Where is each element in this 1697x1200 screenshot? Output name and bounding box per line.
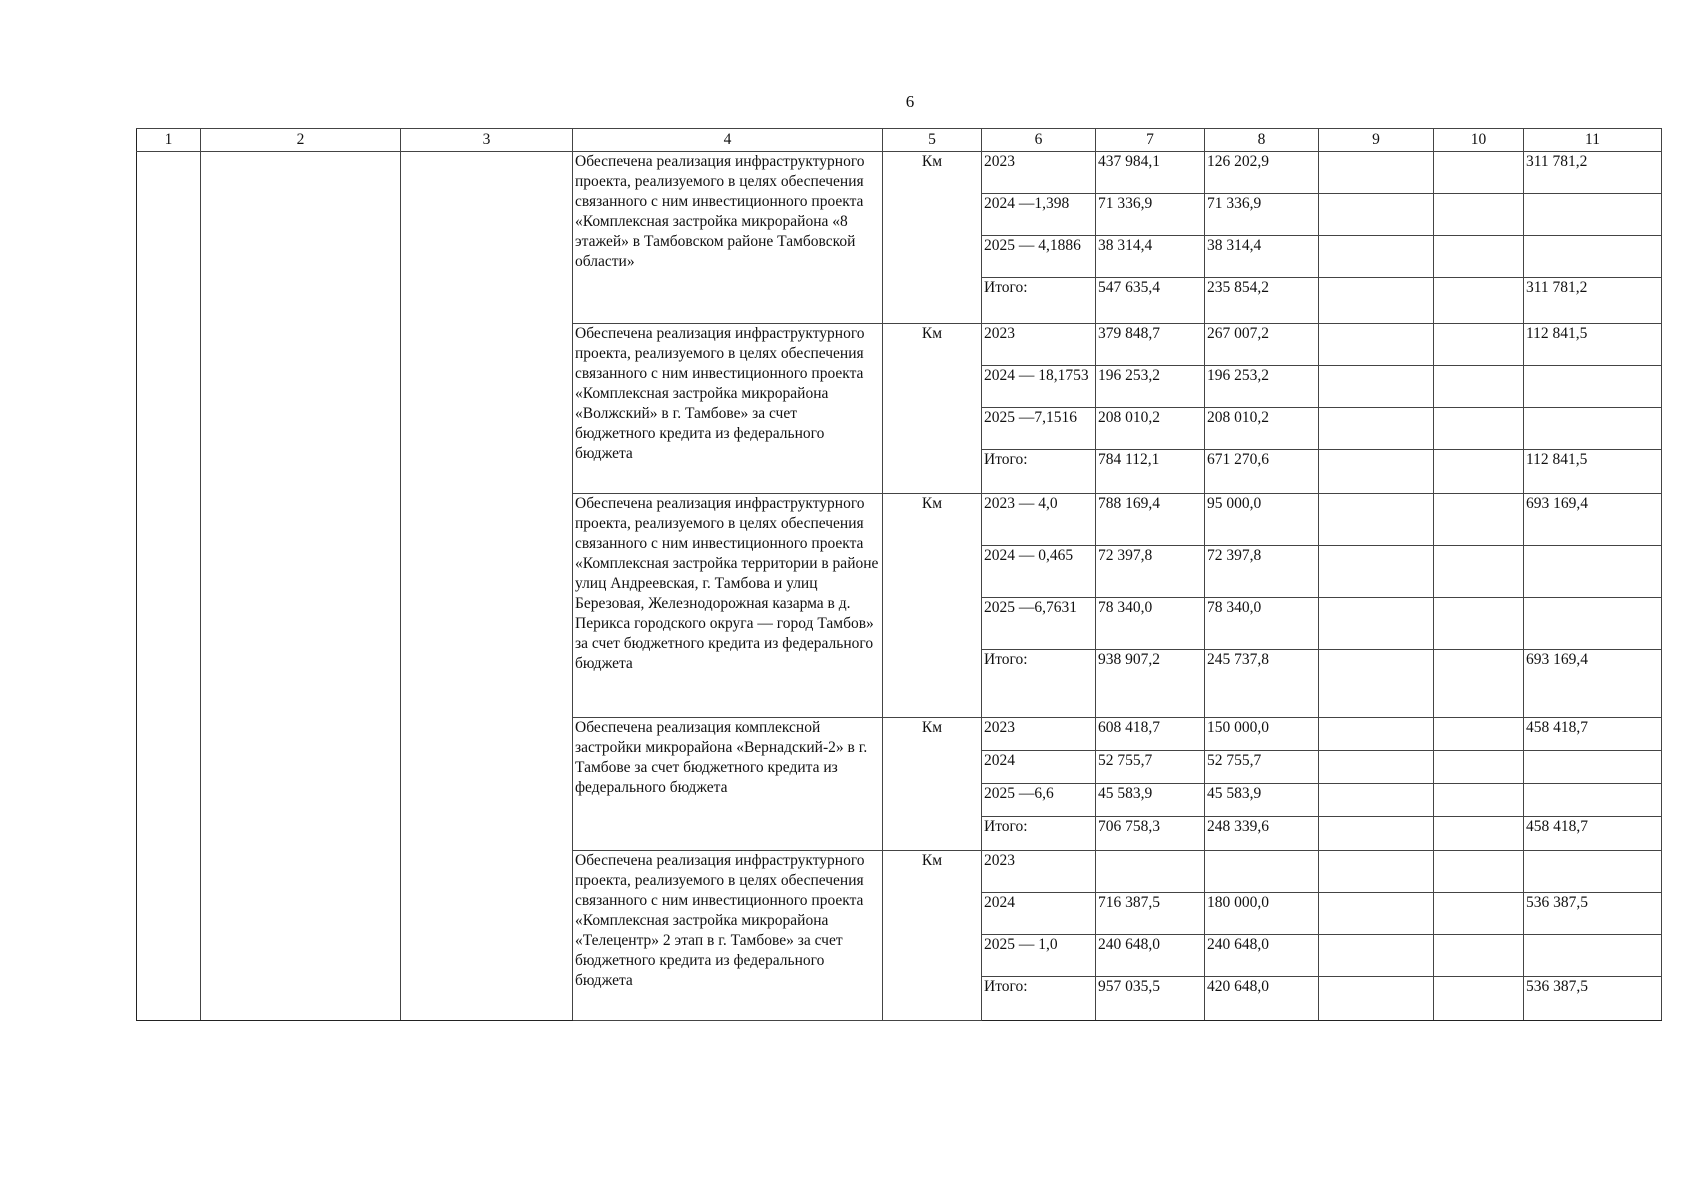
unit-cell: Км — [883, 851, 982, 1021]
cell-c11: 311 781,2 — [1524, 152, 1662, 194]
cell-c6: Итого: — [982, 450, 1096, 494]
cell-c11 — [1524, 546, 1662, 598]
cell-c7: 788 169,4 — [1096, 494, 1205, 546]
cell-c10 — [1434, 784, 1524, 817]
table-body — [137, 152, 1662, 1021]
cell-c7: 784 112,1 — [1096, 450, 1205, 494]
cell-c8: 95 000,0 — [1205, 494, 1319, 546]
cell-c7: 379 848,7 — [1096, 324, 1205, 366]
cell-c10 — [1434, 751, 1524, 784]
column-header-7: 7 — [1096, 129, 1205, 152]
cell-c7: 78 340,0 — [1096, 598, 1205, 650]
cell-c11 — [1524, 851, 1662, 893]
cell-c10 — [1434, 408, 1524, 450]
cell-c11 — [1524, 408, 1662, 450]
cell-c8: 71 336,9 — [1205, 194, 1319, 236]
cell-c7: 196 253,2 — [1096, 366, 1205, 408]
cell-c9 — [1319, 784, 1434, 817]
cell-c11: 458 418,7 — [1524, 817, 1662, 851]
cell-c9 — [1319, 893, 1434, 935]
cell-c11: 112 841,5 — [1524, 450, 1662, 494]
cell-c11: 693 169,4 — [1524, 494, 1662, 546]
cell-c10 — [1434, 935, 1524, 977]
cell-c11 — [1524, 935, 1662, 977]
col-3-cell — [401, 152, 573, 1021]
cell-c8: 267 007,2 — [1205, 324, 1319, 366]
cell-c8: 235 854,2 — [1205, 278, 1319, 324]
cell-c6: 2024 — 0,465 — [982, 546, 1096, 598]
cell-c10 — [1434, 546, 1524, 598]
cell-c11 — [1524, 751, 1662, 784]
cell-c11 — [1524, 236, 1662, 278]
cell-c10 — [1434, 718, 1524, 751]
cell-c11 — [1524, 598, 1662, 650]
cell-c6: 2023 — [982, 324, 1096, 366]
cell-c6: 2024 —1,398 — [982, 194, 1096, 236]
cell-c10 — [1434, 817, 1524, 851]
cell-c8: 240 648,0 — [1205, 935, 1319, 977]
cell-c9 — [1319, 408, 1434, 450]
cell-c9 — [1319, 494, 1434, 546]
cell-c11 — [1524, 194, 1662, 236]
cell-c7: 706 758,3 — [1096, 817, 1205, 851]
cell-c8: 420 648,0 — [1205, 977, 1319, 1021]
cell-c11: 112 841,5 — [1524, 324, 1662, 366]
table-row — [137, 152, 1662, 194]
cell-c7: 547 635,4 — [1096, 278, 1205, 324]
cell-c7: 38 314,4 — [1096, 236, 1205, 278]
cell-c8: 45 583,9 — [1205, 784, 1319, 817]
cell-c9 — [1319, 366, 1434, 408]
cell-c8: 150 000,0 — [1205, 718, 1319, 751]
cell-c6: 2023 — 4,0 — [982, 494, 1096, 546]
cell-c9 — [1319, 751, 1434, 784]
cell-c10 — [1434, 977, 1524, 1021]
cell-c7: 240 648,0 — [1096, 935, 1205, 977]
cell-c9 — [1319, 977, 1434, 1021]
cell-c11 — [1524, 784, 1662, 817]
cell-c6: 2025 —7,1516 — [982, 408, 1096, 450]
cell-c9 — [1319, 718, 1434, 751]
cell-c6: Итого: — [982, 278, 1096, 324]
cell-c7 — [1096, 851, 1205, 893]
result-description: Обеспечена реализация инфраструктурного проекта, реализуемого в целях обеспечения связанного с ним инвестиционного проекта «Комплексная застройка территории в районе улиц Андреевская, г. Тамбова и улиц Березовая, Железнодорожная казарма в д. Перикса городского округа — город Тамбов» за счет бюджетного кредита из федерального бюджета — [573, 494, 883, 718]
cell-c7: 208 010,2 — [1096, 408, 1205, 450]
cell-c7: 45 583,9 — [1096, 784, 1205, 817]
cell-c6: 2025 —6,6 — [982, 784, 1096, 817]
cell-c9 — [1319, 450, 1434, 494]
cell-c11: 311 781,2 — [1524, 278, 1662, 324]
cell-c9 — [1319, 278, 1434, 324]
cell-c8: 208 010,2 — [1205, 408, 1319, 450]
cell-c8: 248 339,6 — [1205, 817, 1319, 851]
cell-c10 — [1434, 194, 1524, 236]
cell-c8: 78 340,0 — [1205, 598, 1319, 650]
page-number: 6 — [905, 92, 915, 111]
cell-c7: 957 035,5 — [1096, 977, 1205, 1021]
cell-c7: 52 755,7 — [1096, 751, 1205, 784]
cell-c10 — [1434, 324, 1524, 366]
unit-cell: Км — [883, 152, 982, 324]
column-header-8: 8 — [1205, 129, 1319, 152]
cell-c9 — [1319, 324, 1434, 366]
cell-c6: 2023 — [982, 152, 1096, 194]
cell-c10 — [1434, 278, 1524, 324]
cell-c9 — [1319, 598, 1434, 650]
cell-c6: Итого: — [982, 650, 1096, 718]
cell-c6: 2023 — [982, 718, 1096, 751]
column-header-11: 11 — [1524, 129, 1662, 152]
cell-c11 — [1524, 366, 1662, 408]
cell-c10 — [1434, 366, 1524, 408]
cell-c9 — [1319, 546, 1434, 598]
cell-c10 — [1434, 893, 1524, 935]
cell-c6: 2025 — 4,1886 — [982, 236, 1096, 278]
cell-c7: 71 336,9 — [1096, 194, 1205, 236]
cell-c9 — [1319, 817, 1434, 851]
cell-c11: 458 418,7 — [1524, 718, 1662, 751]
cell-c7: 608 418,7 — [1096, 718, 1205, 751]
cell-c6: 2024 — [982, 893, 1096, 935]
cell-c10 — [1434, 598, 1524, 650]
result-description: Обеспечена реализация инфраструктурного проекта, реализуемого в целях обеспечения связанного с ним инвестиционного проекта «Комплексная застройка микрорайона «Телецентр» 2 этап в г. Тамбове» за счет бюджетного кредита из федерального бюджета — [573, 851, 883, 1021]
unit-cell: Км — [883, 718, 982, 851]
column-header-6: 6 — [982, 129, 1096, 152]
column-header-5: 5 — [883, 129, 982, 152]
cell-c9 — [1319, 236, 1434, 278]
column-header-9: 9 — [1319, 129, 1434, 152]
column-header-3: 3 — [401, 129, 573, 152]
cell-c6: Итого: — [982, 977, 1096, 1021]
result-description: Обеспечена реализация инфраструктурного проекта, реализуемого в целях обеспечения связанного с ним инвестиционного проекта «Комплексная застройка микрорайона «Волжский» в г. Тамбове» за счет бюджетного кредита из федерального бюджета — [573, 324, 883, 494]
cell-c6: 2024 — 18,1753 — [982, 366, 1096, 408]
cell-c10 — [1434, 450, 1524, 494]
unit-cell: Км — [883, 494, 982, 718]
column-header-4: 4 — [573, 129, 883, 152]
column-header-10: 10 — [1434, 129, 1524, 152]
cell-c11: 693 169,4 — [1524, 650, 1662, 718]
cell-c6: 2025 —6,7631 — [982, 598, 1096, 650]
cell-c10 — [1434, 650, 1524, 718]
cell-c8: 38 314,4 — [1205, 236, 1319, 278]
cell-c7: 716 387,5 — [1096, 893, 1205, 935]
cell-c8: 72 397,8 — [1205, 546, 1319, 598]
cell-c7: 938 907,2 — [1096, 650, 1205, 718]
cell-c10 — [1434, 851, 1524, 893]
cell-c11: 536 387,5 — [1524, 893, 1662, 935]
column-header-2: 2 — [201, 129, 401, 152]
cell-c10 — [1434, 494, 1524, 546]
cell-c7: 72 397,8 — [1096, 546, 1205, 598]
cell-c8 — [1205, 851, 1319, 893]
cell-c9 — [1319, 650, 1434, 718]
cell-c10 — [1434, 152, 1524, 194]
cell-c8: 52 755,7 — [1205, 751, 1319, 784]
unit-cell: Км — [883, 324, 982, 494]
col-1-cell — [137, 152, 201, 1021]
header-row — [137, 129, 1662, 152]
cell-c9 — [1319, 152, 1434, 194]
cell-c8: 196 253,2 — [1205, 366, 1319, 408]
cell-c6: 2023 — [982, 851, 1096, 893]
cell-c8: 245 737,8 — [1205, 650, 1319, 718]
result-description: Обеспечена реализация комплексной застройки микрорайона «Вернадский-2» в г. Тамбове за счет бюджетного кредита из федерального бюджета — [573, 718, 883, 851]
cell-c8: 671 270,6 — [1205, 450, 1319, 494]
result-description: Обеспечена реализация инфраструктурного проекта, реализуемого в целях обеспечения связанного с ним инвестиционного проекта «Комплексная застройка микрорайона «8 этажей» в Тамбовском районе Тамбовской области» — [573, 152, 883, 324]
cell-c8: 126 202,9 — [1205, 152, 1319, 194]
col-2-cell — [201, 152, 401, 1021]
column-header-1: 1 — [137, 129, 201, 152]
cell-c9 — [1319, 194, 1434, 236]
cell-c7: 437 984,1 — [1096, 152, 1205, 194]
cell-c6: 2025 — 1,0 — [982, 935, 1096, 977]
budget-table — [136, 128, 1662, 1021]
cell-c10 — [1434, 236, 1524, 278]
cell-c6: 2024 — [982, 751, 1096, 784]
cell-c6: Итого: — [982, 817, 1096, 851]
cell-c8: 180 000,0 — [1205, 893, 1319, 935]
cell-c9 — [1319, 851, 1434, 893]
cell-c11: 536 387,5 — [1524, 977, 1662, 1021]
cell-c9 — [1319, 935, 1434, 977]
